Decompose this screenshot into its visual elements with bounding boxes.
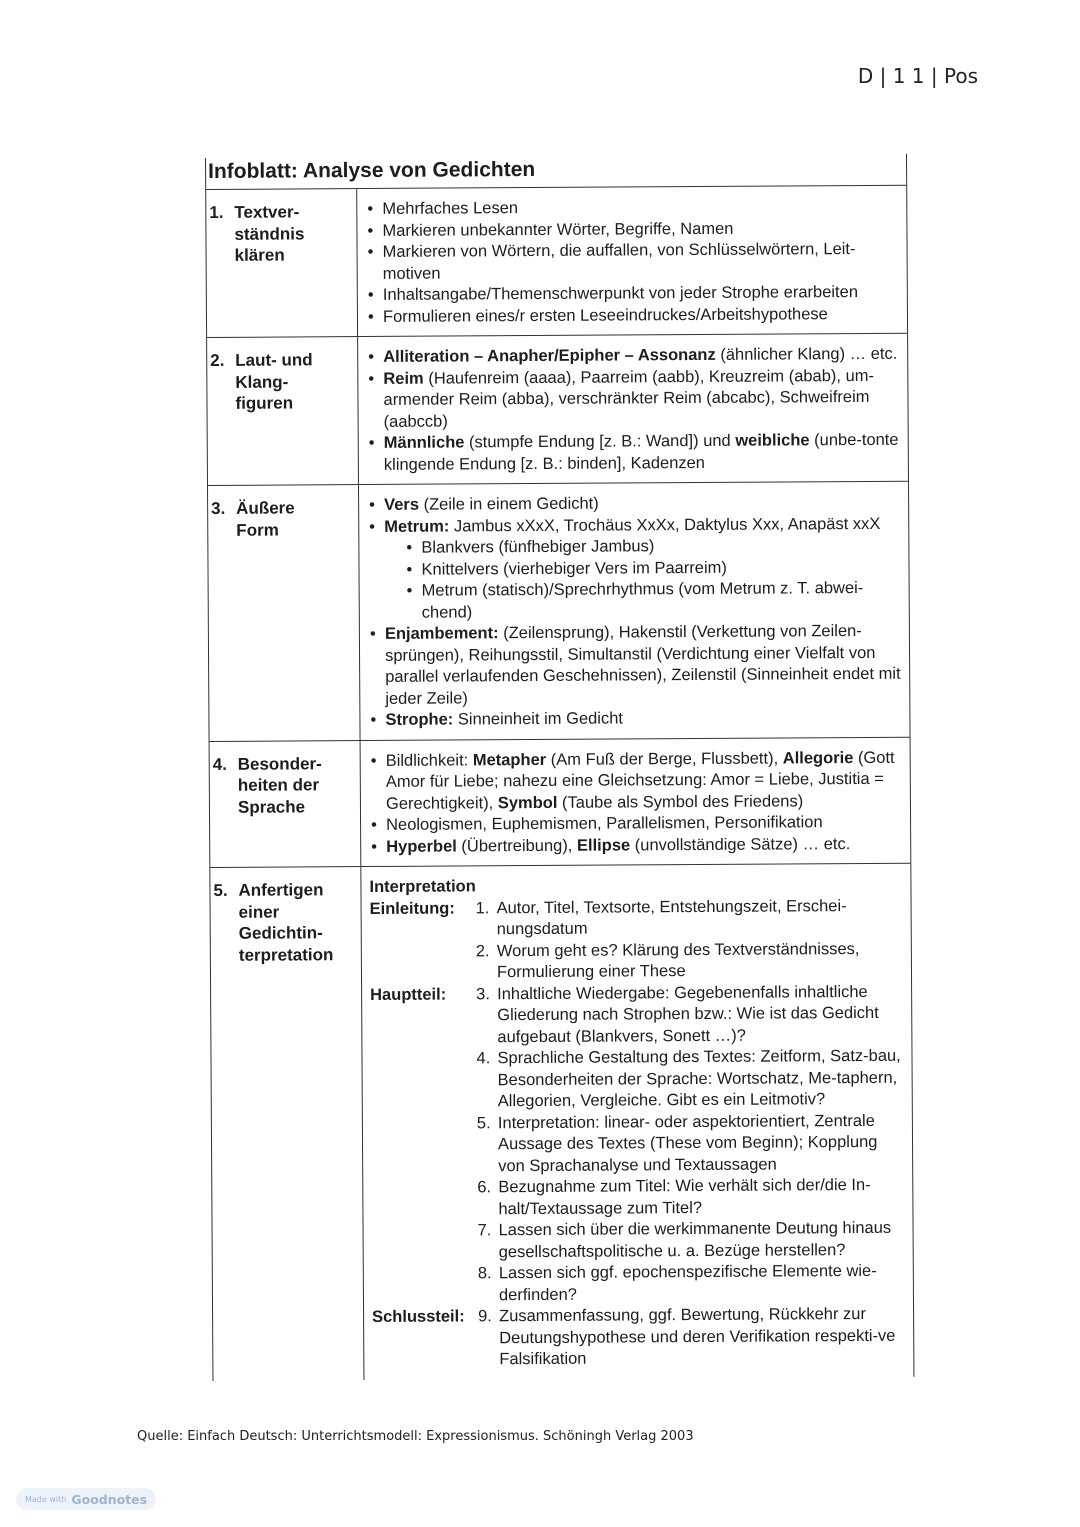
row-besonderheiten-sprache: [210, 737, 911, 868]
row-interpretation: [210, 864, 913, 1381]
list-item: [366, 365, 903, 433]
list-item: • Mehrfaches Lesen: [365, 196, 902, 221]
numbered-item: [477, 1218, 908, 1264]
item-text: Interpretation: linear- oder aspektorientiert, Zentrale Aussage des Textes (These vom Beginn); Kopplung von Sprachanalyse und Textaussagen: [497, 1111, 878, 1175]
item-number: 1.: [475, 898, 490, 917]
list-item: [368, 621, 906, 710]
numbered-item: [476, 1046, 907, 1113]
item-text: Bildlichkeit:: [385, 750, 473, 770]
list-item: [368, 707, 905, 732]
row-label: [210, 741, 362, 867]
row-name: Laut- und Klang- figuren: [235, 350, 313, 413]
item-text: (Taube als Symbol des Friedens): [557, 791, 804, 812]
list-item: • Markieren von Wörtern, die auffallen, von Schlüsselwörtern, Leit-motiven: [366, 239, 903, 285]
section-schlussteil: [372, 1304, 909, 1372]
row-content: [357, 186, 907, 336]
section-label: Schlussteil:: [372, 1307, 465, 1327]
item-number: 6.: [477, 1178, 492, 1197]
list-item: • Markieren unbekannter Wörter, Begriffe, Namen: [365, 217, 902, 242]
item-text: (Am Fuß der Berge, Flussbett),: [546, 748, 783, 769]
item-text: Zusammenfassung, ggf. Bewertung, Rückkehr zur Deutungshypothese und deren Verifikation respekti-ve Falsifikation: [499, 1304, 896, 1369]
row-name: Textver- ständnis klären: [234, 202, 305, 265]
page-code: D | 1 1 | Pos: [857, 64, 978, 88]
sub-list-item: • Metrum (statisch)/Sprechrhythmus (vom Metrum z. T. abwei-chend): [385, 578, 905, 624]
item-number: 7.: [477, 1221, 492, 1240]
term: Strophe:: [385, 710, 454, 729]
term: Allegorie: [782, 748, 854, 767]
term: Alliteration – Anapher/Epipher – Assonanz: [383, 345, 716, 366]
row-content: [361, 737, 911, 866]
row-label: [210, 867, 364, 1380]
row-content: [361, 864, 913, 1380]
row-content: [358, 334, 908, 484]
item-text: Bezugnahme zum Titel: Wie verhält sich der/die In-halt/Textaussage zum Titel?: [498, 1175, 871, 1218]
row-content: [359, 482, 910, 740]
item-text: (unvollständige Sätze) … etc.: [630, 834, 851, 854]
item-text: (unbe-tonte klingende Endung [z. B.: binden], Kadenzen: [383, 430, 899, 474]
item-text: Jambus xXxX, Trochäus XxXx, Daktylus Xxx, Anapäst xxX: [449, 514, 881, 536]
item-number: 2.: [475, 941, 490, 960]
term: Vers: [384, 495, 420, 514]
term: Metapher: [472, 750, 547, 769]
term: Metrum:: [384, 517, 450, 536]
item-number: 3.: [476, 984, 490, 1003]
list-item: [367, 430, 904, 476]
section-einleitung: [370, 895, 908, 984]
row-label: [206, 189, 358, 337]
interpretation-title: Interpretation: [369, 877, 476, 897]
list-item: [369, 747, 906, 815]
item-text: (stumpfe Endung [z. B.: Wand]) und: [464, 431, 736, 452]
item-text: Sinneinheit im Gedicht: [453, 709, 624, 729]
item-text: (Zeilensprung), Hakenstil (Verkettung von Zeilen-sprüngen), Reihungsstil, Simultanstil (Verdichtung einer Vielfalt von parallel verlaufenden Geschehnissen), Zeilenstil (Sinneinheit endet mit jeder Zeile): [384, 621, 901, 708]
term: Symbol: [497, 793, 558, 812]
term: weibliche: [735, 431, 810, 450]
numbered-item: [476, 981, 907, 1048]
row-number: 3.: [211, 498, 226, 518]
row-klangfiguren: [207, 334, 908, 486]
list-item: • Formulieren eines/r ersten Leseeindruckes/Arbeitshypothese: [366, 303, 903, 328]
list-item: [369, 833, 906, 858]
row-name: Anfertigen einer Gedichtin- terpretation: [238, 880, 334, 965]
item-text: Inhaltliche Wiedergabe: Gegebenenfalls inhaltliche Gliederung nach Strophen bzw.: Wie ist das Gedicht aufgebaut (Blankvers, Sonett …)?: [497, 982, 879, 1046]
item-number: 4.: [476, 1049, 491, 1068]
row-label: [208, 485, 361, 740]
row-label: [207, 337, 359, 485]
term: Hyperbel: [386, 836, 457, 856]
term: Männliche: [383, 433, 465, 452]
term: Enjambement:: [384, 624, 499, 643]
sheet-title: Infoblatt: Analyse von Gedichten: [206, 154, 906, 190]
list-item: • Neologismen, Euphemismen, Parallelismen, Personifikation: [369, 812, 906, 837]
term: Reim: [383, 369, 424, 388]
item-number: 5.: [476, 1113, 491, 1132]
row-number: 1.: [209, 202, 224, 222]
sub-list-item: • Knittelvers (vierhebiger Vers im Paarreim): [384, 556, 904, 581]
section-label: Hauptteil:: [370, 985, 447, 1004]
sub-list: [384, 535, 905, 624]
badge-brand: Goodnotes: [71, 1491, 148, 1507]
made-with-goodnotes-badge: [16, 1488, 156, 1510]
sub-list-item: • Blankvers (fünfhebiger Jambus): [384, 535, 904, 560]
numbered-item: [476, 938, 907, 984]
item-text: Worum geht es? Klärung des Textverständnisses, Formulierung einer These: [496, 939, 860, 982]
item-number: 8.: [477, 1264, 492, 1283]
numbered-item: [477, 1175, 908, 1221]
item-text: (ähnlicher Klang) … etc.: [715, 344, 898, 364]
infoblatt-sheet: [205, 154, 914, 1381]
numbered-item: [478, 1261, 909, 1307]
item-text: (Haufenreim (aaaa), Paarreim (aabb), Kreuzreim (abab), um-armender Reim (abba), verschränkter Reim (abcabc), Schweifreim (aabccb): [383, 366, 875, 431]
section-label: Einleitung:: [369, 898, 455, 918]
item-text: Sprachliche Gestaltung des Textes: Zeitform, Satz-bau, Besonderheiten der Sprache: Wortschatz, Me-taphern, Allegorien, Vergleiche. Gibt es ein Leitmotiv?: [497, 1046, 901, 1111]
source-citation: Quelle: Einfach Deutsch: Unterrichtsmodell: Expressionismus. Schöningh Verlag 2003: [137, 1429, 694, 1444]
row-textverstaendnis: [206, 186, 907, 338]
numbered-item: [477, 1110, 908, 1177]
row-number: 4.: [212, 754, 227, 774]
row-aeussere-form: [208, 482, 910, 742]
badge-prefix: Made with: [25, 1494, 67, 1504]
list-item: [367, 513, 905, 624]
numbered-item: [476, 895, 907, 941]
row-name: Äußere Form: [236, 498, 295, 540]
item-text: (Gott Amor für Liebe; nahezu eine Gleichsetzung: Amor = Liebe, Justitia = Gerechtigkeit),: [385, 748, 895, 813]
section-hauptteil: [370, 981, 909, 1307]
row-name: Besonder- heiten der Sprache: [237, 753, 322, 817]
item-text: Autor, Titel, Textsorte, Entstehungszeit, Erschei-nungsdatum: [496, 896, 847, 939]
row-number: 2.: [210, 350, 225, 370]
item-text: Lassen sich über die werkimmanente Deutung hinaus gesellschaftspolitische u. a. Bezüge herstellen?: [498, 1218, 892, 1261]
term: Ellipse: [576, 835, 631, 855]
item-text: (Zeile in einem Gedicht): [418, 494, 599, 514]
list-item: • Inhaltsangabe/Themenschwerpunkt von jeder Strophe erarbeiten: [366, 282, 903, 307]
row-number: 5.: [213, 880, 228, 900]
numbered-item: [478, 1304, 909, 1371]
item-text: (Übertreibung),: [456, 836, 578, 855]
item-number: 9.: [478, 1307, 492, 1326]
item-text: Lassen sich ggf. epochenspezifische Elemente wie-derfinden?: [498, 1261, 877, 1304]
